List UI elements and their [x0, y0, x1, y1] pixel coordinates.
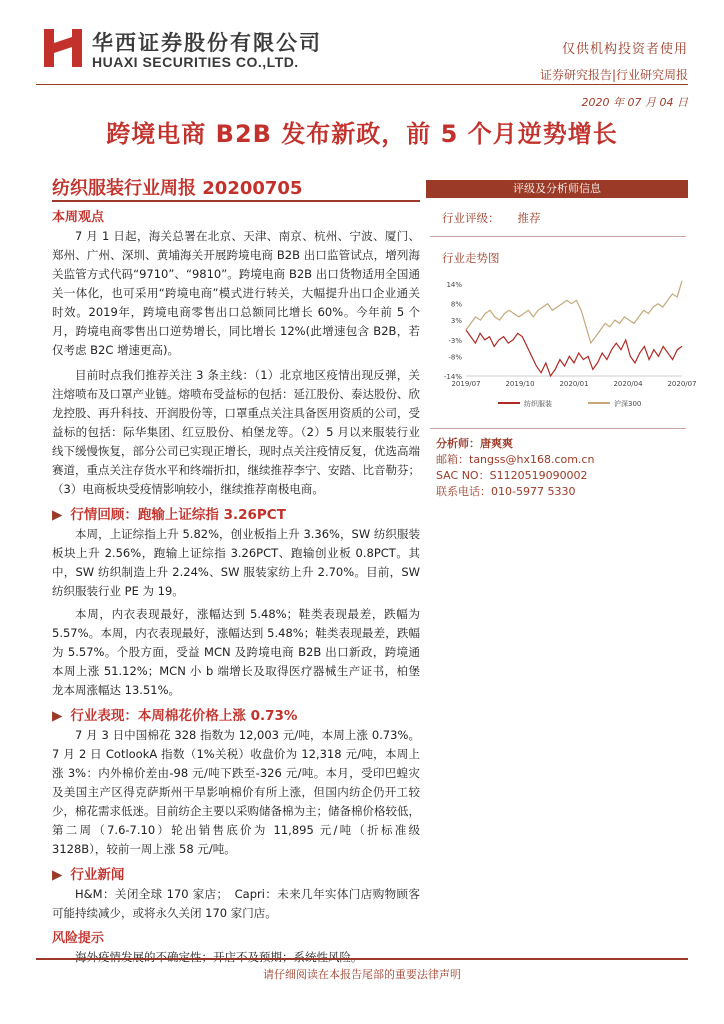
sac-label: SAC NO： [436, 469, 490, 482]
news-section [52, 885, 420, 923]
news-paragraph-1: H&M：关闭全球 170 家店； Capri：未来几年实体门店购物顾客可能持续减少，或将永久关闭 170 家门店。 [52, 887, 420, 920]
analyst-email[interactable]: tangss@hx168.com.cn [469, 453, 595, 466]
x-tick-label: 2019/07 [451, 380, 481, 388]
industry-trend-chart [432, 276, 697, 416]
main-content [52, 206, 420, 967]
view-section [52, 227, 420, 499]
subtitle-divider [52, 200, 420, 202]
legend-label: 沪深300 [614, 400, 642, 408]
phone-label: 联系电话： [436, 485, 491, 498]
panel-divider [430, 428, 686, 429]
view-paragraph-2: 目前时点我们推荐关注 3 条主线：（1）北京地区疫情出现反弹，关注熔喷布及口罩产业链。熔喷布受益标的包括：延江股份、泰达股份、欣龙控股、再升科技、开润股份等，口罩重点关注具备医用资质的公司，受益标的包括：际华集团、红豆股份、柏堡龙等。（2）5 月以来服装行业线下缓慢恢复，部分公司已实现正增长，现时点关注疫情反复，优选高端赛道，重点关注存货水平和终端折扣，继续推荐李宁、安踏、比音勒芬；（3）电商板块受疫情影响较小，继续推荐南极电商。 [52, 368, 420, 496]
triangle-bullet-icon: ▶ [52, 507, 63, 523]
rating-value: 推荐 [517, 211, 541, 225]
market-section [52, 525, 420, 700]
x-tick-label: 2020/01 [559, 380, 589, 388]
legal-notice: 请仔细阅读在本报告尾部的重要法律声明 [263, 968, 461, 981]
footer-divider [36, 958, 688, 960]
analyst-name: 唐爽爽 [480, 437, 513, 450]
view-heading: 本周观点 [52, 210, 105, 225]
industry-section [52, 726, 420, 859]
x-tick-label: 2020/04 [613, 380, 643, 388]
legend-label: 纺织服装 [524, 400, 552, 408]
view-paragraph-1: 7 月 1 日起，海关总署在北京、天津、南京、杭州、宁波、厦门、郑州、广州、深圳、黄埔海关开展跨境电商 B2B 出口监管试点，增列海关监管方式代码“9710”、“9810”。跨境电商 B2B 出口货物适用全国通关一体化，也可采用“跨境电商”模式进行转关，大幅提升出口企业通关时效。2019年，跨境电商零售出口总额同比增长 60%。今年前 5 个月，跨境电商零售出口逆势增长，同比增长 12%(此增速包含 B2B，若仅考虑 B2C 增速更高)。 [52, 229, 420, 357]
report-date: 2020 年 07 月 04 日 [581, 96, 688, 109]
report-subtitle: 纺织服装行业周报 20200705 [52, 178, 303, 199]
report-title: 跨境电商 B2B 发布新政，前 5 个月逆势增长 [106, 120, 618, 148]
rating-label: 行业评级： [442, 211, 500, 225]
y-tick-label: 14% [446, 281, 462, 289]
company-name-cn: 华西证券股份有限公司 [92, 31, 322, 55]
x-tick-label: 2020/07 [667, 380, 697, 388]
y-tick-label: 3% [450, 317, 462, 326]
industry-heading: ▶ 行业表现：本周棉花价格上涨 0.73% [52, 708, 298, 724]
news-heading: ▶ 行业新闻 [52, 867, 125, 883]
panel-divider [430, 236, 686, 237]
usage-note: 仅供机构投资者使用 [561, 42, 688, 57]
industry-rating [442, 210, 541, 226]
analyst-label: 分析师： [436, 437, 480, 450]
market-heading: ▶ 行情回顾：跑输上证综指 3.26PCT [52, 507, 286, 523]
triangle-bullet-icon: ▶ [52, 708, 63, 724]
x-tick-label: 2019/10 [505, 380, 535, 388]
y-tick-label: 8% [450, 300, 462, 309]
market-paragraph-1: 本周，上证综指上升 5.82%，创业板指上升 3.36%，SW 纺织服装板块上升 2.56%，跑输上证综指 3.26PCT、跑输创业板 0.8PCT。其中，SW 纺织制造上升 2.24%、SW 服装家纺上升 2.70%。目前，SW 纺织服装行业 PE 为 19。 [52, 527, 420, 598]
y-tick-label: -3% [448, 336, 462, 345]
phone-number: 010-5977 5330 [491, 485, 576, 498]
market-paragraph-2: 本周，内衣表现最好，涨幅达到 5.48%；鞋类表现最差，跌幅为 5.57%。本周，内衣表现最好，涨幅达到 5.48%；鞋类表现最差，跌幅为 5.57%。个股方面，受益 MCN 及跨境电商 B2B 出口新政，跨境通本周上涨 51.12%；MCN 小 b 端增长及取得医疗器械生产证书，柏堡龙本周涨幅达 13.51%。 [52, 607, 420, 697]
risk-paragraph-1: 海外疫情发展的不确定性；开店不及预期；系统性风险。 [75, 950, 363, 964]
analyst-info [436, 436, 594, 500]
report-type: 证券研究报告|行业研究周报 [539, 68, 688, 82]
triangle-bullet-icon: ▶ [52, 867, 63, 883]
email-label: 邮箱： [436, 453, 469, 466]
trend-title: 行业走势图 [442, 251, 500, 265]
industry-paragraph-1: 7 月 3 日中国棉花 328 指数为 12,003 元/吨，本周上涨 0.73%。7 月 2 日 CotlookA 指数（1%关税）收盘价为 12,318 元/吨，本周上涨 3%：内外棉价差由-98 元/吨下跌至-326 元/吨。本月，受印巴蝗灾及美国主产区得克萨斯州干旱影响棉价有所上涨，但国内纺企仍开工较少，棉花需求低迷。目前纺企主要以采购储备棉为主；储备棉价格较低，第二周（7.6-7.10）轮出销售底价为 11,895 元/吨（折标准级 3128B），较前一周上涨 58 元/吨。 [52, 728, 420, 856]
company-name-en: HUAXI SECURITIES CO.,LTD. [92, 54, 299, 70]
series-line-沪深300 [466, 281, 682, 343]
y-tick-label: -14% [443, 373, 462, 381]
y-tick-label: -8% [448, 353, 462, 362]
panel-title-bar: 评级及分析师信息 [426, 180, 688, 198]
header-divider [36, 84, 688, 85]
company-logo-icon [44, 29, 82, 67]
series-line-纺织服装 [466, 330, 682, 376]
risk-heading: 风险提示 [52, 931, 105, 946]
sac-number: S1120519090002 [489, 469, 588, 482]
